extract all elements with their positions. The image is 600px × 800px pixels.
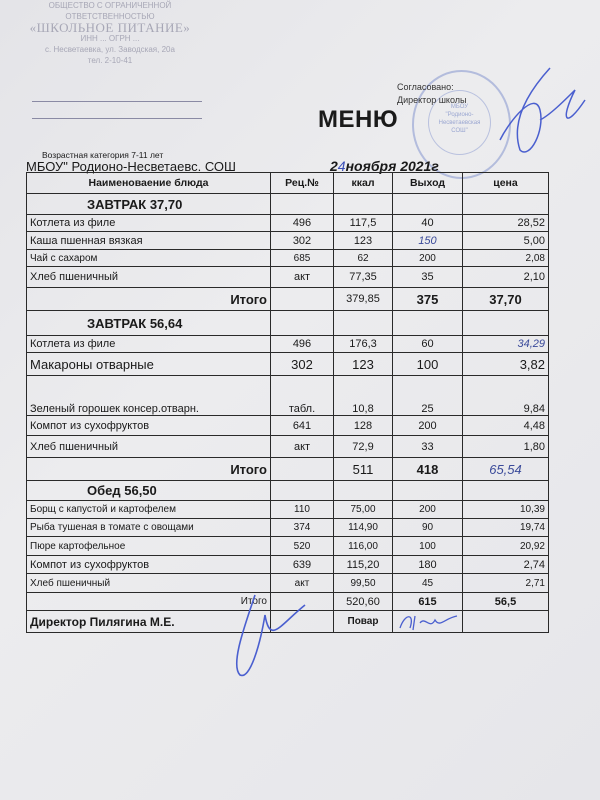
recipe-number: 520 [271,537,334,556]
signature-row [27,611,549,633]
table-row [27,436,549,458]
price: 5,00 [463,232,549,250]
kcal: 114,90 [334,519,393,537]
recipe-number: 302 [271,232,334,250]
stamp-line: «ШКОЛЬНОЕ ПИТАНИЕ» [29,20,191,35]
kcal: 176,3 [334,336,393,353]
price: 10,39 [463,501,549,519]
section-title: Обед 56,50 [27,481,271,501]
stamp-line: тел. 2-10-41 [87,56,133,65]
kcal: 117,5 [334,215,393,232]
portion-weight: 200 [393,501,463,519]
portion-weight: 180 [393,556,463,574]
empty-cell [271,311,334,336]
recipe-number: акт [271,267,334,288]
approval-block [397,81,467,107]
empty-cell [393,611,463,633]
stamp-line: СОШ" [451,128,468,134]
portion-weight: 33 [393,436,463,458]
kcal: 123 [334,353,393,376]
kcal: 123 [334,232,393,250]
dish-name: Котлета из филе [27,215,271,232]
kcal: 62 [334,250,393,267]
recipe-number: 302 [271,353,334,376]
table-row [27,537,549,556]
price: 9,84 [463,376,549,416]
section-row [27,481,549,501]
date-day: 2 [330,158,338,174]
empty-cell [334,194,393,215]
price: 28,52 [463,215,549,232]
dish-name: Чай с сахаром [27,250,271,267]
dish-name: Хлеб пшеничный [27,574,271,593]
section-row [27,194,549,215]
dish-name: Пюре картофельное [27,537,271,556]
cook-label: Повар [334,611,393,633]
dish-name: Котлета из филе [27,336,271,353]
age-category: Возрастная категория 7-11 лет [42,150,164,160]
total-price: 65,54 [463,458,549,481]
column-header: цена [463,173,549,194]
total-label: Итого [27,458,271,481]
blank-line [32,101,202,102]
table-row [27,416,549,436]
total-price: 56,5 [463,593,549,611]
kcal: 115,20 [334,556,393,574]
stamp-line: Несветаевская [438,120,481,126]
recipe-number: 496 [271,336,334,353]
total-weight: 418 [393,458,463,481]
empty-cell [334,481,393,501]
portion-weight: 200 [393,416,463,436]
portion-weight: 40 [393,215,463,232]
stamp-line: ИНН ... ОГРН ... [80,34,140,43]
total-label: Итого [27,288,271,311]
total-kcal: 379,85 [334,288,393,311]
dish-name: Каша пшенная вязкая [27,232,271,250]
column-header: Наименоваение блюда [27,173,271,194]
total-row [27,458,549,481]
price: 20,92 [463,537,549,556]
dish-name: Рыба тушеная в томате с овощами [27,519,271,537]
column-header: Выход [393,173,463,194]
section-row [27,311,549,336]
approval-label: Согласовано: [397,82,454,92]
price: 2,74 [463,556,549,574]
portion-weight: 25 [393,376,463,416]
price: 34,29 [463,336,549,353]
date-month-year: ноября 2021г [345,158,439,174]
stamp-line: ОБЩЕСТВО С ОГРАНИЧЕННОЙ [48,1,172,10]
table-row [27,556,549,574]
total-row [27,593,549,611]
price: 2,08 [463,250,549,267]
table-row [27,501,549,519]
total-kcal: 520,60 [334,593,393,611]
dish-name: Хлеб пшеничный [27,436,271,458]
table-row [27,376,549,416]
menu-table [26,172,549,633]
table-row [27,574,549,593]
price: 4,48 [463,416,549,436]
school-name: МБОУ" Родионо-Несветаевс. СОШ [26,159,236,174]
total-weight: 615 [393,593,463,611]
price: 3,82 [463,353,549,376]
recipe-number: акт [271,436,334,458]
recipe-number: табл. [271,376,334,416]
dish-name: Компот из сухофруктов [27,416,271,436]
dish-name: Хлеб пшеничный [27,267,271,288]
empty-cell [463,611,549,633]
portion-weight: 60 [393,336,463,353]
price: 19,74 [463,519,549,537]
empty-cell [271,481,334,501]
price: 1,80 [463,436,549,458]
portion-weight: 150 [393,232,463,250]
empty-cell [271,458,334,481]
table-row [27,250,549,267]
empty-cell [271,288,334,311]
kcal: 77,35 [334,267,393,288]
blank-line [32,118,202,119]
page-title: МЕНЮ [318,106,399,133]
empty-cell [334,311,393,336]
table-row [27,519,549,537]
dish-name: Зеленый горошек консер.отварн. [27,376,271,416]
column-header: Рец.№ [271,173,334,194]
empty-cell [271,194,334,215]
price: 2,71 [463,574,549,593]
recipe-number: 110 [271,501,334,519]
total-weight: 375 [393,288,463,311]
total-row [27,288,549,311]
dish-name: Макароны отварные [27,353,271,376]
portion-weight: 35 [393,267,463,288]
date-day-handwritten: 4 [337,158,346,174]
kcal: 116,00 [334,537,393,556]
recipe-number: 496 [271,215,334,232]
table-row [27,267,549,288]
director-name: Директор Пилягина М.Е. [27,611,271,633]
section-title: ЗАВТРАК 56,64 [27,311,271,336]
organization-stamp [20,0,200,66]
recipe-number: 639 [271,556,334,574]
empty-cell [271,593,334,611]
approval-signer: Директор школы [397,95,467,105]
recipe-number: акт [271,574,334,593]
kcal: 10,8 [334,376,393,416]
total-label: Итого [27,593,271,611]
empty-cell [393,481,463,501]
total-price: 37,70 [463,288,549,311]
table-row [27,232,549,250]
price: 2,10 [463,267,549,288]
portion-weight: 45 [393,574,463,593]
recipe-number: 641 [271,416,334,436]
total-kcal: 511 [334,458,393,481]
empty-cell [271,611,334,633]
empty-cell [463,194,549,215]
column-header: ккал [334,173,393,194]
empty-cell [393,194,463,215]
portion-weight: 90 [393,519,463,537]
portion-weight: 100 [393,353,463,376]
table-row [27,353,549,376]
dish-name: Борщ с капустой и картофелем [27,501,271,519]
recipe-number: 685 [271,250,334,267]
portion-weight: 200 [393,250,463,267]
empty-cell [463,311,549,336]
dish-name: Компот из сухофруктов [27,556,271,574]
kcal: 128 [334,416,393,436]
portion-weight: 100 [393,537,463,556]
table-header-row [27,173,549,194]
table-row [27,215,549,232]
recipe-number: 374 [271,519,334,537]
stamp-line: МБОУ [450,104,469,110]
kcal: 99,50 [334,574,393,593]
stamp-line: ОТВЕТСТВЕННОСТЬЮ [65,12,155,21]
kcal: 72,9 [334,436,393,458]
empty-cell [393,311,463,336]
table-row [27,336,549,353]
empty-cell [463,481,549,501]
kcal: 75,00 [334,501,393,519]
section-title: ЗАВТРАК 37,70 [27,194,271,215]
stamp-line: с. Несветаевка, ул. Заводская, 20а [45,45,175,54]
stamp-line: "Родионо- [445,112,474,118]
